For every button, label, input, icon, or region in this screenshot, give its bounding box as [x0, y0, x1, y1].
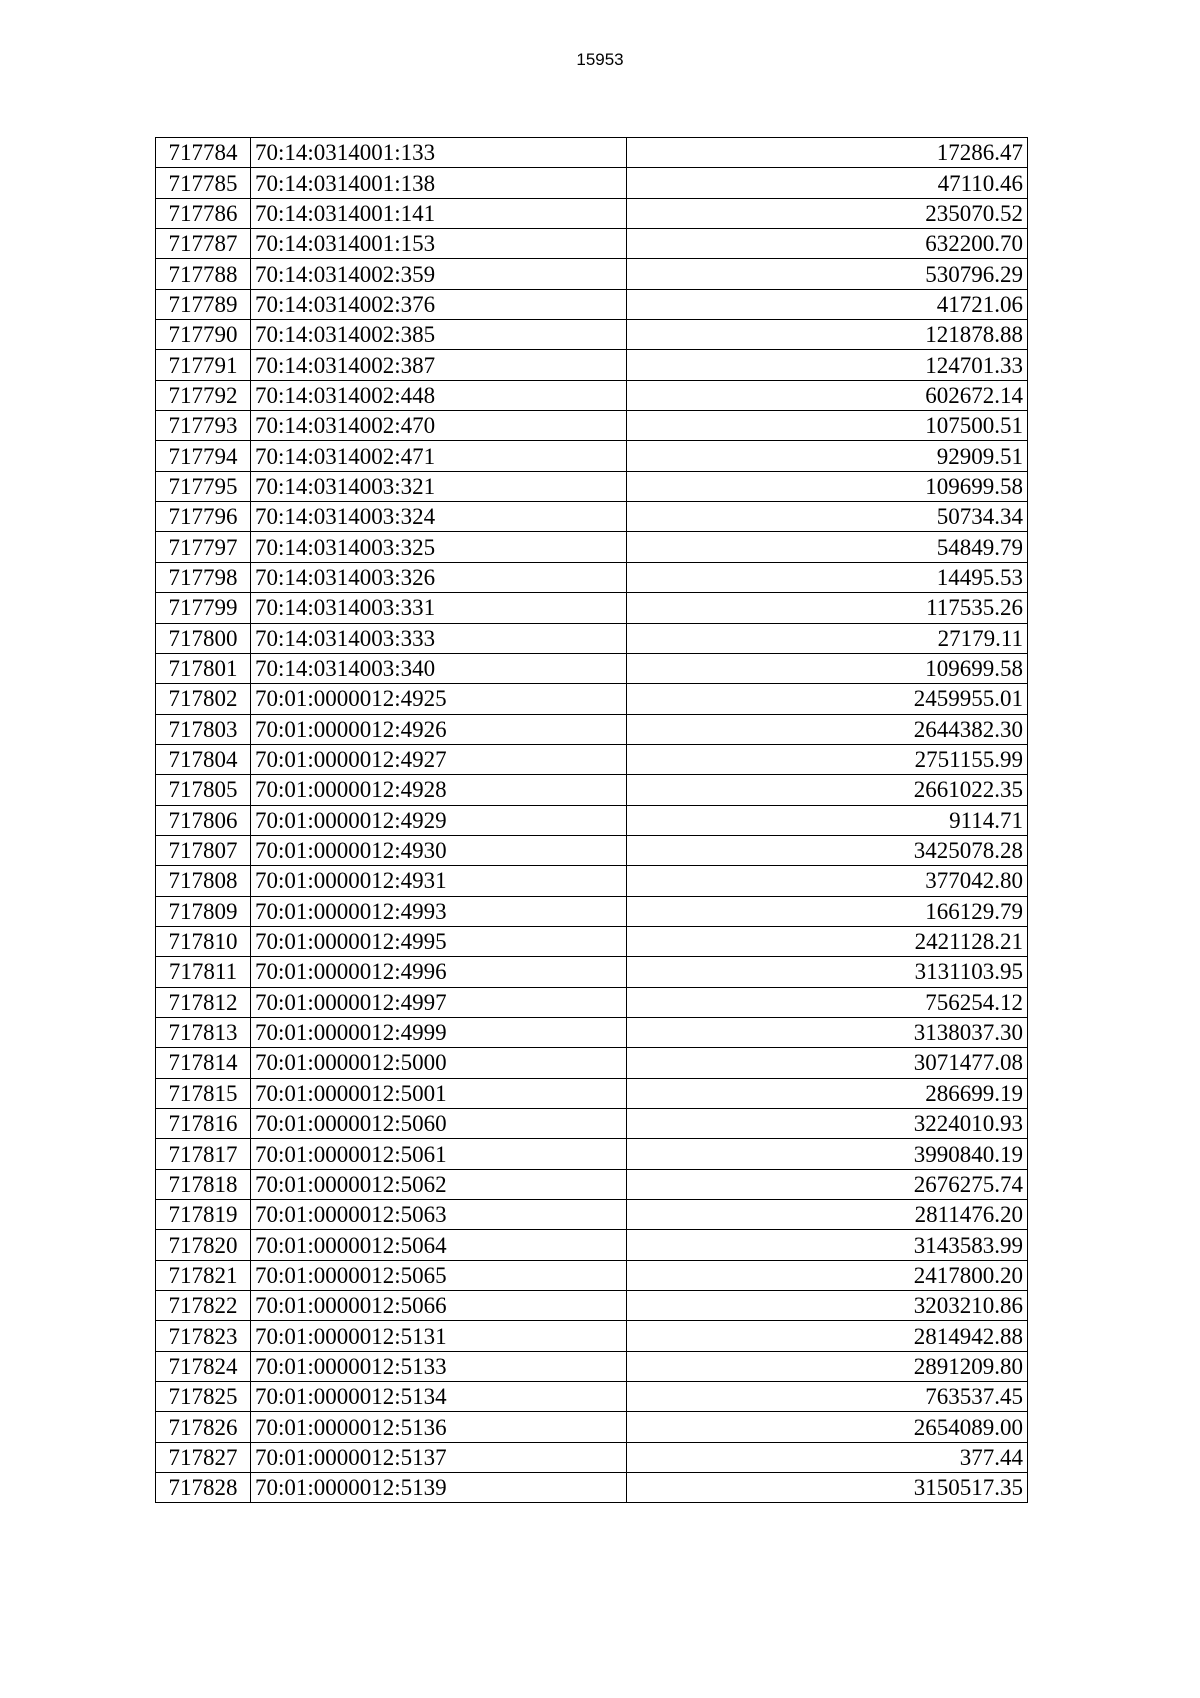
- table-row: [156, 957, 1028, 987]
- row-number-cell: 717816: [156, 1109, 251, 1139]
- table-row: [156, 684, 1028, 714]
- value-cell: 2751155.99: [627, 744, 1028, 774]
- row-number-cell: 717787: [156, 229, 251, 259]
- row-number-cell: 717814: [156, 1048, 251, 1078]
- row-number-cell: 717802: [156, 684, 251, 714]
- row-number-cell: 717803: [156, 714, 251, 744]
- row-number-cell: 717799: [156, 593, 251, 623]
- cadastral-number-cell: 70:14:0314003:321: [251, 471, 627, 501]
- row-number-cell: 717811: [156, 957, 251, 987]
- value-cell: 2644382.30: [627, 714, 1028, 744]
- value-cell: 2459955.01: [627, 684, 1028, 714]
- cadastral-number-cell: 70:14:0314003:324: [251, 502, 627, 532]
- table-row: [156, 775, 1028, 805]
- cadastral-number-cell: 70:14:0314003:333: [251, 623, 627, 653]
- cadastral-number-cell: 70:01:0000012:5133: [251, 1351, 627, 1381]
- table-row: [156, 259, 1028, 289]
- table-row: [156, 1351, 1028, 1381]
- table-row: [156, 1321, 1028, 1351]
- cadastral-number-cell: 70:14:0314002:448: [251, 380, 627, 410]
- value-cell: 14495.53: [627, 562, 1028, 592]
- row-number-cell: 717807: [156, 835, 251, 865]
- table-row: [156, 744, 1028, 774]
- value-cell: 9114.71: [627, 805, 1028, 835]
- value-cell: 2676275.74: [627, 1169, 1028, 1199]
- cadastral-number-cell: 70:01:0000012:5065: [251, 1260, 627, 1290]
- cadastral-number-cell: 70:14:0314003:325: [251, 532, 627, 562]
- cadastral-number-cell: 70:14:0314001:153: [251, 229, 627, 259]
- value-cell: 109699.58: [627, 471, 1028, 501]
- row-number-cell: 717798: [156, 562, 251, 592]
- cadastral-number-cell: 70:14:0314001:138: [251, 168, 627, 198]
- value-cell: 377042.80: [627, 866, 1028, 896]
- cadastral-number-cell: 70:14:0314002:376: [251, 289, 627, 319]
- table-row: [156, 380, 1028, 410]
- table-row: [156, 1260, 1028, 1290]
- table-row: [156, 896, 1028, 926]
- cadastral-number-cell: 70:01:0000012:5136: [251, 1412, 627, 1442]
- row-number-cell: 717815: [156, 1078, 251, 1108]
- value-cell: 602672.14: [627, 380, 1028, 410]
- table-body: [156, 138, 1028, 1503]
- row-number-cell: 717788: [156, 259, 251, 289]
- cadastral-number-cell: 70:01:0000012:4929: [251, 805, 627, 835]
- value-cell: 2421128.21: [627, 926, 1028, 956]
- value-cell: 2417800.20: [627, 1260, 1028, 1290]
- row-number-cell: 717826: [156, 1412, 251, 1442]
- cadastral-number-cell: 70:14:0314002:471: [251, 441, 627, 471]
- cadastral-number-cell: 70:01:0000012:4926: [251, 714, 627, 744]
- table-row: [156, 441, 1028, 471]
- value-cell: 2891209.80: [627, 1351, 1028, 1381]
- cadastral-number-cell: 70:01:0000012:5137: [251, 1442, 627, 1472]
- cadastral-number-cell: 70:01:0000012:4930: [251, 835, 627, 865]
- cadastral-number-cell: 70:01:0000012:4995: [251, 926, 627, 956]
- row-number-cell: 717822: [156, 1291, 251, 1321]
- row-number-cell: 717824: [156, 1351, 251, 1381]
- value-cell: 763537.45: [627, 1382, 1028, 1412]
- table-row: [156, 593, 1028, 623]
- value-cell: 286699.19: [627, 1078, 1028, 1108]
- table-row: [156, 229, 1028, 259]
- value-cell: 3203210.86: [627, 1291, 1028, 1321]
- cadastral-number-cell: 70:14:0314002:470: [251, 411, 627, 441]
- value-cell: 3224010.93: [627, 1109, 1028, 1139]
- table-row: [156, 1078, 1028, 1108]
- value-cell: 117535.26: [627, 593, 1028, 623]
- table-row: [156, 1382, 1028, 1412]
- value-cell: 2814942.88: [627, 1321, 1028, 1351]
- cadastral-number-cell: 70:01:0000012:4928: [251, 775, 627, 805]
- data-table: [155, 137, 1028, 1503]
- value-cell: 166129.79: [627, 896, 1028, 926]
- row-number-cell: 717825: [156, 1382, 251, 1412]
- table-row: [156, 623, 1028, 653]
- table-row: [156, 1048, 1028, 1078]
- row-number-cell: 717818: [156, 1169, 251, 1199]
- value-cell: 3425078.28: [627, 835, 1028, 865]
- value-cell: 377.44: [627, 1442, 1028, 1472]
- cadastral-number-cell: 70:01:0000012:5134: [251, 1382, 627, 1412]
- value-cell: 107500.51: [627, 411, 1028, 441]
- cadastral-number-cell: 70:14:0314003:326: [251, 562, 627, 592]
- row-number-cell: 717796: [156, 502, 251, 532]
- table-row: [156, 502, 1028, 532]
- row-number-cell: 717810: [156, 926, 251, 956]
- cadastral-number-cell: 70:01:0000012:5066: [251, 1291, 627, 1321]
- table-row: [156, 1139, 1028, 1169]
- row-number-cell: 717801: [156, 653, 251, 683]
- row-number-cell: 717792: [156, 380, 251, 410]
- value-cell: 41721.06: [627, 289, 1028, 319]
- table-row: [156, 926, 1028, 956]
- cadastral-number-cell: 70:14:0314001:133: [251, 138, 627, 168]
- row-number-cell: 717828: [156, 1473, 251, 1503]
- row-number-cell: 717784: [156, 138, 251, 168]
- cadastral-number-cell: 70:01:0000012:4927: [251, 744, 627, 774]
- cadastral-number-cell: 70:01:0000012:4997: [251, 987, 627, 1017]
- row-number-cell: 717823: [156, 1321, 251, 1351]
- value-cell: 530796.29: [627, 259, 1028, 289]
- table-row: [156, 168, 1028, 198]
- row-number-cell: 717827: [156, 1442, 251, 1472]
- table-row: [156, 653, 1028, 683]
- value-cell: 47110.46: [627, 168, 1028, 198]
- row-number-cell: 717809: [156, 896, 251, 926]
- table-row: [156, 1017, 1028, 1047]
- table-row: [156, 1473, 1028, 1503]
- value-cell: 92909.51: [627, 441, 1028, 471]
- row-number-cell: 717789: [156, 289, 251, 319]
- table-row: [156, 866, 1028, 896]
- cadastral-number-cell: 70:01:0000012:5063: [251, 1200, 627, 1230]
- row-number-cell: 717786: [156, 198, 251, 228]
- cadastral-number-cell: 70:01:0000012:5001: [251, 1078, 627, 1108]
- table-row: [156, 198, 1028, 228]
- cadastral-number-cell: 70:01:0000012:5131: [251, 1321, 627, 1351]
- cadastral-number-cell: 70:14:0314003:340: [251, 653, 627, 683]
- value-cell: 27179.11: [627, 623, 1028, 653]
- table-row: [156, 320, 1028, 350]
- table-row: [156, 411, 1028, 441]
- value-cell: 121878.88: [627, 320, 1028, 350]
- cadastral-number-cell: 70:01:0000012:5064: [251, 1230, 627, 1260]
- row-number-cell: 717812: [156, 987, 251, 1017]
- table-row: [156, 562, 1028, 592]
- row-number-cell: 717793: [156, 411, 251, 441]
- row-number-cell: 717790: [156, 320, 251, 350]
- table-row: [156, 835, 1028, 865]
- cadastral-number-cell: 70:01:0000012:4993: [251, 896, 627, 926]
- value-cell: 632200.70: [627, 229, 1028, 259]
- value-cell: 109699.58: [627, 653, 1028, 683]
- row-number-cell: 717817: [156, 1139, 251, 1169]
- row-number-cell: 717785: [156, 168, 251, 198]
- table-row: [156, 987, 1028, 1017]
- table-row: [156, 1169, 1028, 1199]
- row-number-cell: 717804: [156, 744, 251, 774]
- value-cell: 54849.79: [627, 532, 1028, 562]
- table-row: [156, 1412, 1028, 1442]
- value-cell: 2661022.35: [627, 775, 1028, 805]
- value-cell: 3990840.19: [627, 1139, 1028, 1169]
- cadastral-number-cell: 70:01:0000012:5062: [251, 1169, 627, 1199]
- cadastral-number-cell: 70:01:0000012:5060: [251, 1109, 627, 1139]
- table-row: [156, 1200, 1028, 1230]
- cadastral-number-cell: 70:14:0314001:141: [251, 198, 627, 228]
- value-cell: 3143583.99: [627, 1230, 1028, 1260]
- table-row: [156, 1109, 1028, 1139]
- row-number-cell: 717791: [156, 350, 251, 380]
- value-cell: 756254.12: [627, 987, 1028, 1017]
- value-cell: 235070.52: [627, 198, 1028, 228]
- cadastral-number-cell: 70:01:0000012:4996: [251, 957, 627, 987]
- cadastral-number-cell: 70:01:0000012:5000: [251, 1048, 627, 1078]
- table-row: [156, 350, 1028, 380]
- value-cell: 3150517.35: [627, 1473, 1028, 1503]
- page-number: 15953: [576, 50, 624, 69]
- cadastral-number-cell: 70:14:0314002:359: [251, 259, 627, 289]
- cadastral-number-cell: 70:14:0314003:331: [251, 593, 627, 623]
- value-cell: 3131103.95: [627, 957, 1028, 987]
- cadastral-number-cell: 70:01:0000012:4925: [251, 684, 627, 714]
- table-row: [156, 1442, 1028, 1472]
- row-number-cell: 717806: [156, 805, 251, 835]
- row-number-cell: 717808: [156, 866, 251, 896]
- cadastral-number-cell: 70:14:0314002:385: [251, 320, 627, 350]
- row-number-cell: 717821: [156, 1260, 251, 1290]
- row-number-cell: 717813: [156, 1017, 251, 1047]
- row-number-cell: 717800: [156, 623, 251, 653]
- row-number-cell: 717820: [156, 1230, 251, 1260]
- table-row: [156, 289, 1028, 319]
- row-number-cell: 717805: [156, 775, 251, 805]
- cadastral-number-cell: 70:01:0000012:5139: [251, 1473, 627, 1503]
- table-row: [156, 532, 1028, 562]
- table-row: [156, 1291, 1028, 1321]
- cadastral-number-cell: 70:01:0000012:4931: [251, 866, 627, 896]
- value-cell: 124701.33: [627, 350, 1028, 380]
- table-row: [156, 805, 1028, 835]
- row-number-cell: 717795: [156, 471, 251, 501]
- value-cell: 17286.47: [627, 138, 1028, 168]
- value-cell: 3071477.08: [627, 1048, 1028, 1078]
- row-number-cell: 717819: [156, 1200, 251, 1230]
- cadastral-number-cell: 70:01:0000012:5061: [251, 1139, 627, 1169]
- row-number-cell: 717797: [156, 532, 251, 562]
- value-cell: 3138037.30: [627, 1017, 1028, 1047]
- value-cell: 2811476.20: [627, 1200, 1028, 1230]
- table-row: [156, 138, 1028, 168]
- row-number-cell: 717794: [156, 441, 251, 471]
- table-row: [156, 714, 1028, 744]
- value-cell: 50734.34: [627, 502, 1028, 532]
- cadastral-number-cell: 70:14:0314002:387: [251, 350, 627, 380]
- table-row: [156, 471, 1028, 501]
- value-cell: 2654089.00: [627, 1412, 1028, 1442]
- table-row: [156, 1230, 1028, 1260]
- cadastral-number-cell: 70:01:0000012:4999: [251, 1017, 627, 1047]
